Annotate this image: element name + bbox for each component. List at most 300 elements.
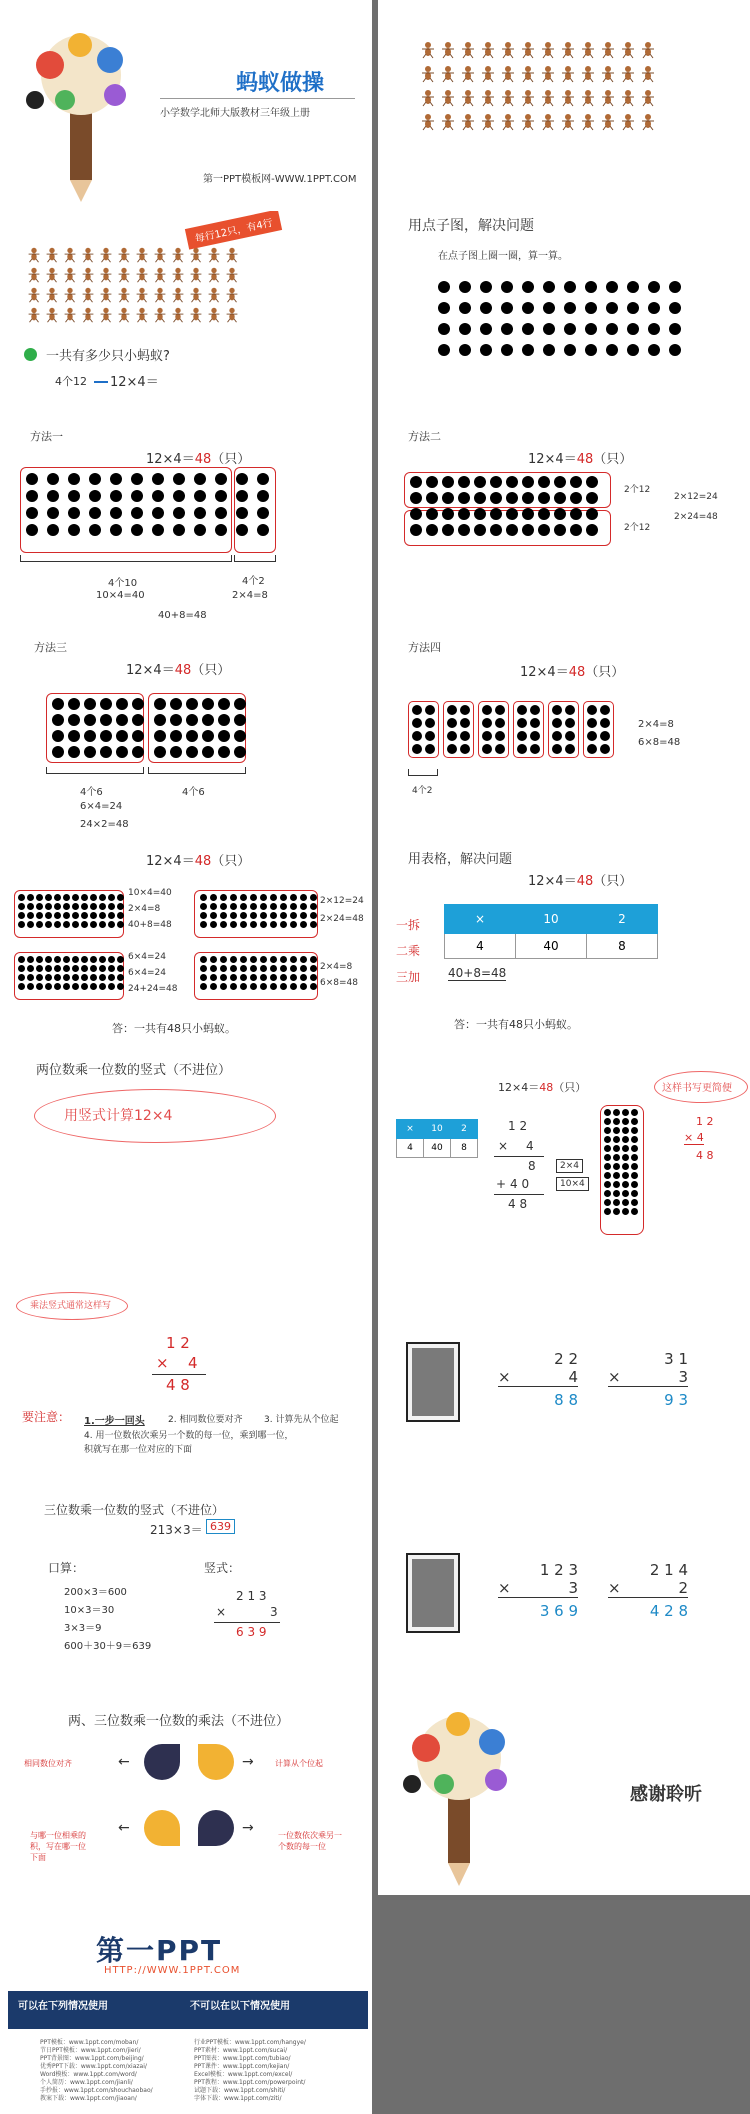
dot (613, 1118, 620, 1125)
dot (538, 524, 550, 536)
credit-link[interactable]: 行业PPT模板：www.1ppt.com/hangye/ (194, 2039, 306, 2046)
dot (631, 1145, 638, 1152)
dot (36, 903, 43, 910)
note-heading: 要注意： (22, 1410, 71, 1424)
dot (270, 894, 277, 901)
label: 4个10 (108, 578, 138, 589)
dot (606, 323, 618, 335)
ant-icon (618, 40, 638, 60)
dot (565, 744, 575, 754)
dot (72, 974, 79, 981)
ant-icon (598, 88, 618, 108)
ant-icon (61, 306, 79, 324)
dot (36, 894, 43, 901)
dot (240, 894, 247, 901)
dot (68, 714, 80, 726)
credit-link[interactable]: 字体下载：www.1ppt.com/ziti/ (194, 2095, 282, 2102)
equation: 12×4＝48（只） (528, 452, 633, 467)
dot (230, 983, 237, 990)
credit-link[interactable]: 教案下载：www.1ppt.com/jiaoan/ (40, 2095, 137, 2102)
slide-title: 两、三位数乘一位数的乘法（不进位） (68, 1714, 290, 1729)
dot (68, 507, 80, 519)
arrow-icon (94, 381, 108, 383)
dot (99, 912, 106, 919)
ant-icon (478, 64, 498, 84)
dot (570, 476, 582, 488)
credit-link[interactable]: PPT教程：www.1ppt.com/powerpoint/ (194, 2079, 306, 2086)
dot (99, 903, 106, 910)
vertical-top: 2 2 (554, 1350, 578, 1368)
dot (99, 983, 106, 990)
cloud-text: 乘法竖式通常这样写 (30, 1301, 112, 1311)
dot (230, 921, 237, 928)
dot (152, 507, 164, 519)
dot (99, 921, 106, 928)
dot (425, 744, 435, 754)
dot (460, 744, 470, 754)
ant-icon (458, 40, 478, 60)
dot (490, 492, 502, 504)
dot (250, 974, 257, 981)
dot (234, 714, 246, 726)
dot (210, 894, 217, 901)
slide-16-practice (378, 1477, 750, 1684)
dot (27, 912, 34, 919)
dot (210, 956, 217, 963)
dot (554, 508, 566, 520)
dot (110, 507, 122, 519)
dot (613, 1181, 620, 1188)
sum-text: 40+8=48 (448, 966, 507, 980)
note: 积就写在那一位对应的下面 (84, 1445, 193, 1455)
dot (27, 894, 34, 901)
dot (270, 956, 277, 963)
dot (442, 492, 454, 504)
dot (585, 344, 597, 356)
dot (564, 344, 576, 356)
equation: 213×3＝ (150, 1523, 203, 1537)
thanks-text: 感谢聆听 (630, 1784, 702, 1805)
vertical-multiplier: 4 (526, 1139, 534, 1153)
dot (236, 490, 248, 502)
dot (260, 912, 267, 919)
brace (234, 555, 276, 562)
cover-subtitle: 小学数学北师大版教材三年级上册 (160, 108, 310, 119)
hint-text: 在点子图上圈一圈，算一算。 (438, 251, 568, 262)
dot (220, 956, 227, 963)
dot (260, 965, 267, 972)
credit-link[interactable]: PPT背景图：www.1ppt.com/beijing/ (40, 2055, 144, 2062)
dot (459, 281, 471, 293)
dot (215, 473, 227, 485)
ant-icon (598, 112, 618, 132)
ant-icon (638, 40, 658, 60)
dot (72, 965, 79, 972)
ant-icon (498, 40, 518, 60)
dot (240, 965, 247, 972)
dot (587, 705, 597, 715)
dot (522, 281, 534, 293)
ant-icon (538, 64, 558, 84)
ant-icon (638, 112, 658, 132)
dot (108, 921, 115, 928)
dot (68, 473, 80, 485)
dot (210, 974, 217, 981)
dot (495, 731, 505, 741)
credit-link[interactable]: PPT课件：www.1ppt.com/kejian/ (194, 2063, 290, 2070)
dot (90, 974, 97, 981)
dot (154, 730, 166, 742)
dot (215, 524, 227, 536)
dot (587, 731, 597, 741)
dot (300, 974, 307, 981)
label: 6×8=48 (638, 737, 681, 748)
dot (290, 921, 297, 928)
credit-link[interactable]: PPT素材：www.1ppt.com/sucai/ (194, 2047, 288, 2054)
slide-title: 三位数乘一位数的竖式（不进位） (44, 1503, 225, 1517)
dot (587, 744, 597, 754)
credit-link[interactable]: 试题下载：www.1ppt.com/shiti/ (194, 2087, 286, 2094)
ant-icon (133, 266, 151, 284)
dot (54, 974, 61, 981)
dot (442, 476, 454, 488)
dot (236, 524, 248, 536)
dot (604, 1145, 611, 1152)
dot (200, 903, 207, 910)
dot (240, 956, 247, 963)
ant-icon (478, 88, 498, 108)
dot (108, 956, 115, 963)
dot (459, 302, 471, 314)
label: 24×2=48 (80, 819, 129, 830)
ant-icon (25, 266, 43, 284)
table-cell: 8 (587, 934, 658, 959)
dot (447, 731, 457, 741)
slide-8-method-4 (378, 633, 750, 840)
vertical-top: 1 2 3 (539, 1561, 578, 1579)
dot (90, 903, 97, 910)
dot (300, 903, 307, 910)
vertical-multiplier: 2 (678, 1579, 688, 1597)
vertical-problem (608, 1561, 688, 1620)
dot (622, 1109, 629, 1116)
vertical-multiplier: 4 (188, 1354, 198, 1372)
vertical-problem (498, 1350, 578, 1409)
dot (52, 714, 64, 726)
equation: 12×4＝48（只） (146, 452, 251, 467)
dot (310, 974, 317, 981)
dot (236, 473, 248, 485)
dot (604, 1172, 611, 1179)
dot (215, 507, 227, 519)
ant-icon (61, 266, 79, 284)
dot (669, 323, 681, 335)
dot (538, 508, 550, 520)
vertical-mul-row (498, 1368, 578, 1387)
vertical-top: 2 1 4 (649, 1561, 688, 1579)
note: 1.一步一回头 (84, 1416, 145, 1427)
dot (426, 492, 438, 504)
dot (117, 974, 124, 981)
label: 4个2 (242, 576, 265, 587)
ant-icon (638, 88, 658, 108)
dot (81, 956, 88, 963)
table-cell: 4 (397, 1139, 424, 1158)
dot (570, 492, 582, 504)
dot (604, 1190, 611, 1197)
dot (280, 974, 287, 981)
dot (300, 956, 307, 963)
dot (280, 894, 287, 901)
dot (613, 1172, 620, 1179)
dot (554, 476, 566, 488)
dot (36, 974, 43, 981)
dot (270, 912, 277, 919)
dot (250, 965, 257, 972)
dot (202, 730, 214, 742)
dot (506, 492, 518, 504)
dot (290, 956, 297, 963)
dot (84, 714, 96, 726)
credit-link[interactable]: 优秀PPT下载：www.1ppt.com/xiazai/ (40, 2063, 147, 2070)
dot (72, 956, 79, 963)
arrow-right-icon: → (242, 1754, 254, 1770)
dot (410, 492, 422, 504)
rule (494, 1194, 544, 1195)
dot (490, 476, 502, 488)
dot-grid (26, 473, 273, 536)
dot (250, 912, 257, 919)
credit-link[interactable]: 手抄报：www.1ppt.com/shouchaobao/ (40, 2087, 153, 2094)
dot (200, 965, 207, 972)
frame-icon (406, 1342, 460, 1422)
dot (170, 730, 182, 742)
dot (447, 718, 457, 728)
dot (68, 490, 80, 502)
ant-icon (438, 88, 458, 108)
dot (26, 507, 38, 519)
dot (564, 302, 576, 314)
dot (173, 524, 185, 536)
dot (54, 956, 61, 963)
vertical-problem (498, 1561, 578, 1620)
ant-icon (205, 266, 223, 284)
dot (90, 956, 97, 963)
credit-link[interactable]: Word模板：www.1ppt.com/word/ (40, 2071, 137, 2078)
dot (89, 524, 101, 536)
label: 2×4=8 (128, 904, 161, 914)
dot (482, 705, 492, 715)
dot (90, 965, 97, 972)
dot (68, 524, 80, 536)
ant-icon (458, 64, 478, 84)
dot (45, 894, 52, 901)
dot (300, 921, 307, 928)
dot (290, 983, 297, 990)
dot (230, 956, 237, 963)
leaf-icon (144, 1744, 180, 1780)
dot (27, 921, 34, 928)
ant-icon (478, 40, 498, 60)
dot (648, 302, 660, 314)
vertical-top: 1 2 (508, 1119, 528, 1133)
dot (631, 1109, 638, 1116)
ant-icon (61, 246, 79, 264)
dot (63, 956, 70, 963)
dot (425, 705, 435, 715)
dot (36, 965, 43, 972)
slide-title: 两位数乘一位数的竖式（不进位） (36, 1063, 232, 1078)
ant-icon (223, 266, 241, 284)
cloud-text: 用竖式计算12×4 (64, 1108, 173, 1124)
credit-link[interactable]: PPT模板：www.1ppt.com/moban/ (40, 2039, 139, 2046)
rule (214, 1622, 280, 1623)
dot (110, 490, 122, 502)
ant-icon (223, 246, 241, 264)
dot (170, 746, 182, 758)
dot (18, 983, 25, 990)
dot (132, 730, 144, 742)
dot (270, 965, 277, 972)
dot (459, 323, 471, 335)
dot (152, 473, 164, 485)
credit-link[interactable]: 个人简历：www.1ppt.com/jianli/ (40, 2079, 133, 2086)
ant-icon (438, 112, 458, 132)
ant-icon (97, 306, 115, 324)
dot (290, 912, 297, 919)
dot (218, 730, 230, 742)
dot (543, 344, 555, 356)
step-label: 三加 (396, 970, 421, 984)
dot-grid (438, 281, 681, 356)
dot (99, 894, 106, 901)
label: 4个6 (80, 787, 103, 798)
ant-icon (43, 286, 61, 304)
dot (260, 921, 267, 928)
oral-step: 600＋30＋9＝639 (64, 1641, 152, 1652)
circle-group (513, 701, 544, 758)
dot (270, 903, 277, 910)
dot (210, 921, 217, 928)
dot (495, 744, 505, 754)
dot (202, 746, 214, 758)
dot (250, 894, 257, 901)
dot (90, 912, 97, 919)
label: 4个2 (412, 786, 433, 796)
circle-groups (408, 701, 614, 758)
dot (474, 508, 486, 520)
leaf-icon (198, 1810, 234, 1846)
dot (116, 746, 128, 758)
dot (460, 705, 470, 715)
ant-grid (25, 246, 241, 324)
times-sign: × (498, 1139, 509, 1153)
dot (648, 281, 660, 293)
credit-link[interactable]: PPT图表：www.1ppt.com/tubiao/ (194, 2055, 291, 2062)
cover-footer: 第一PPT模板网-WWW.1PPT.COM (203, 174, 357, 185)
dot (257, 473, 269, 485)
dot (604, 1109, 611, 1116)
dot (410, 524, 422, 536)
dot (300, 965, 307, 972)
dot (517, 731, 527, 741)
credit-link[interactable]: 节日PPT模板：www.1ppt.com/jieri/ (40, 2047, 141, 2054)
dot (280, 912, 287, 919)
times-sign: × (216, 1605, 227, 1619)
dot (47, 524, 59, 536)
vertical-result: 9 3 (664, 1391, 688, 1409)
dot (108, 903, 115, 910)
label: 40+8=48 (128, 920, 172, 930)
dot (613, 1109, 620, 1116)
ant-icon (418, 112, 438, 132)
dot (170, 714, 182, 726)
oral-step: 3×3＝9 (64, 1623, 102, 1634)
table-header: 2 (451, 1120, 478, 1139)
dot (310, 983, 317, 990)
ant-icon (133, 286, 151, 304)
dot (240, 903, 247, 910)
dot (220, 983, 227, 990)
label: 6×4=24 (128, 968, 166, 978)
dot (81, 983, 88, 990)
vertical-top: 2 1 3 (236, 1589, 267, 1603)
dot (117, 965, 124, 972)
dot (438, 344, 450, 356)
dot (18, 965, 25, 972)
multiplication-table (444, 904, 658, 959)
ant-icon (558, 40, 578, 60)
ant-icon (133, 306, 151, 324)
slide-4-dots (378, 211, 750, 418)
dot (631, 1208, 638, 1215)
dot (530, 744, 540, 754)
dot (18, 956, 25, 963)
dot (631, 1190, 638, 1197)
ant-icon (97, 286, 115, 304)
dot-grid (200, 956, 317, 990)
label: 竖式： (204, 1561, 241, 1575)
dot (564, 281, 576, 293)
label: 10×4=40 (128, 888, 172, 898)
dot (220, 912, 227, 919)
times-sign: × (608, 1368, 621, 1386)
dot (600, 718, 610, 728)
dot (613, 1208, 620, 1215)
slide-14-practice (378, 1266, 750, 1473)
dot (622, 1136, 629, 1143)
dot (543, 302, 555, 314)
dot (412, 718, 422, 728)
vertical-multiplier: 4 (568, 1368, 578, 1386)
bullet-icon (24, 348, 37, 361)
table-cell: 40 (424, 1139, 451, 1158)
label: 6×8=48 (320, 978, 358, 988)
dot (45, 903, 52, 910)
dot (99, 965, 106, 972)
method-label: 方法二 (408, 430, 441, 443)
ant-icon (618, 64, 638, 84)
equation: 12×4＝48（只） (146, 854, 251, 869)
ant-icon (43, 266, 61, 284)
credit-link[interactable]: Excel模板：www.1ppt.com/excel/ (194, 2071, 293, 2078)
frame-icon (406, 1553, 460, 1633)
ant-icon (133, 246, 151, 264)
dot (447, 705, 457, 715)
dot (132, 714, 144, 726)
dot (622, 1154, 629, 1161)
dot (63, 983, 70, 990)
